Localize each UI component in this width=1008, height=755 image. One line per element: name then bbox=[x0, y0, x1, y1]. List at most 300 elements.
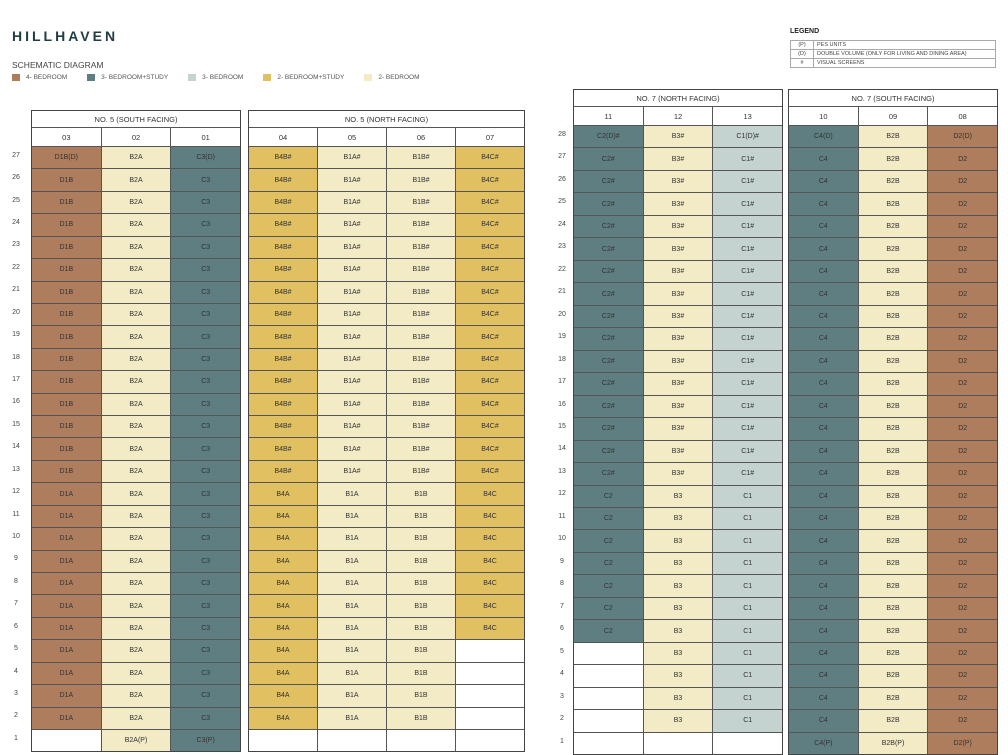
unit-cell: B2B bbox=[859, 463, 929, 484]
unit-cell: B2B bbox=[859, 553, 929, 574]
unit-cell: B1B bbox=[387, 551, 456, 572]
unit-cell: B3# bbox=[644, 328, 714, 349]
unit-cell: B1B bbox=[387, 483, 456, 504]
floor-row bbox=[574, 261, 782, 283]
unit-cell: B2A bbox=[102, 304, 172, 325]
unit-cell: C3(D) bbox=[171, 147, 240, 168]
floor-row bbox=[789, 486, 997, 508]
stack-header-row bbox=[789, 107, 997, 126]
floor-row bbox=[249, 438, 524, 460]
unit-cell: B1B# bbox=[387, 237, 456, 258]
floor-label: 23 bbox=[558, 243, 566, 251]
stack-label: 13 bbox=[743, 111, 752, 121]
unit-cell: D2 bbox=[928, 575, 997, 596]
unit-cell: B2B bbox=[859, 238, 929, 259]
unit-cell: B2A bbox=[102, 259, 172, 280]
floor-row bbox=[574, 620, 782, 642]
unit-cell: B1B# bbox=[387, 214, 456, 235]
unit-cell bbox=[32, 730, 102, 751]
floor-label: 22 bbox=[12, 263, 20, 271]
unit-cell: B4C bbox=[456, 506, 524, 527]
unit-cell: D1B bbox=[32, 237, 102, 258]
unit-cell: C2 bbox=[574, 598, 644, 619]
unit-cell: B1A# bbox=[318, 394, 387, 415]
floor-row bbox=[789, 530, 997, 552]
unit-cell: B1A bbox=[318, 685, 387, 706]
unit-cell: D1A bbox=[32, 595, 102, 616]
floor-row bbox=[32, 618, 240, 640]
unit-cell: B3# bbox=[644, 171, 714, 192]
unit-cell: B1B bbox=[387, 685, 456, 706]
floor-row bbox=[574, 351, 782, 373]
unit-cell: D2(P) bbox=[928, 733, 997, 754]
unit-cell: C3 bbox=[171, 416, 240, 437]
floor-label: 1 bbox=[14, 734, 18, 742]
unit-cell: D1B bbox=[32, 192, 102, 213]
key-label: 2- BEDROOM bbox=[378, 74, 420, 81]
unit-cell: C4 bbox=[789, 148, 859, 169]
swatch bbox=[188, 74, 196, 81]
unit-cell: B1A# bbox=[318, 147, 387, 168]
unit-cell: B4B# bbox=[249, 282, 318, 303]
floor-row bbox=[32, 259, 240, 281]
unit-cell: B2B bbox=[859, 688, 929, 709]
unit-cell: B4B# bbox=[249, 371, 318, 392]
unit-cell: B2A bbox=[102, 371, 172, 392]
floor-label: 4 bbox=[560, 670, 564, 678]
unit-cell: C3(P) bbox=[171, 730, 240, 751]
floor-row bbox=[574, 508, 782, 530]
unit-cell: B2B bbox=[859, 351, 929, 372]
unit-cell: C3 bbox=[171, 438, 240, 459]
unit-cell: D2 bbox=[928, 193, 997, 214]
unit-cell: B1B bbox=[387, 506, 456, 527]
unit-cell: B1A# bbox=[318, 371, 387, 392]
unit-cell: B3# bbox=[644, 396, 714, 417]
unit-cell: B1B# bbox=[387, 147, 456, 168]
unit-cell: B2B bbox=[859, 598, 929, 619]
legend-row bbox=[791, 50, 996, 59]
floor-row bbox=[789, 441, 997, 463]
unit-cell bbox=[456, 708, 524, 729]
unit-cell: C2# bbox=[574, 283, 644, 304]
swatch bbox=[87, 74, 95, 81]
floor-row bbox=[32, 708, 240, 730]
unit-cell: B4C# bbox=[456, 259, 524, 280]
unit-cell: B1B# bbox=[387, 304, 456, 325]
unit-cell: B4C bbox=[456, 618, 524, 639]
unit-cell: B1A# bbox=[318, 237, 387, 258]
unit-cell: C1 bbox=[713, 643, 782, 664]
unit-cell: B4B# bbox=[249, 394, 318, 415]
unit-cell bbox=[713, 733, 782, 754]
unit-cell: C2 bbox=[574, 486, 644, 507]
floor-row bbox=[789, 261, 997, 283]
unit-cell: B4C bbox=[456, 483, 524, 504]
unit-cell: C2 bbox=[574, 553, 644, 574]
floor-label: 13 bbox=[12, 465, 20, 473]
floor-row bbox=[249, 708, 524, 730]
floor-row bbox=[789, 463, 997, 485]
floor-row bbox=[32, 595, 240, 617]
unit-cell: B4A bbox=[249, 551, 318, 572]
floor-row bbox=[32, 573, 240, 595]
floor-label: 11 bbox=[558, 512, 566, 520]
unit-cell: D2 bbox=[928, 283, 997, 304]
unit-cell: D2 bbox=[928, 238, 997, 259]
key-label: 4- BEDROOM bbox=[26, 74, 68, 81]
unit-cell: B1B bbox=[387, 528, 456, 549]
floor-row bbox=[32, 663, 240, 685]
stack-label: 10 bbox=[789, 107, 859, 125]
floor-row bbox=[32, 371, 240, 393]
floor-label: 14 bbox=[12, 443, 20, 451]
unit-cell: B1A# bbox=[318, 416, 387, 437]
block-title: NO. 7 (SOUTH FACING) bbox=[789, 90, 997, 107]
unit-cell: C3 bbox=[171, 371, 240, 392]
swatch bbox=[12, 74, 20, 81]
unit-cell: C4 bbox=[789, 238, 859, 259]
floor-row bbox=[574, 148, 782, 170]
floor-row bbox=[574, 418, 782, 440]
unit-cell: C4 bbox=[789, 328, 859, 349]
unit-cell: B2A bbox=[102, 551, 172, 572]
floor-label: 12 bbox=[12, 488, 20, 496]
unit-cell: B1B# bbox=[387, 371, 456, 392]
unit-cell: C3 bbox=[171, 663, 240, 684]
unit-cell: C3 bbox=[171, 640, 240, 661]
unit-cell: C1 bbox=[713, 553, 782, 574]
floor-label: 21 bbox=[12, 286, 20, 294]
floor-row bbox=[32, 147, 240, 169]
floor-label: 25 bbox=[12, 196, 20, 204]
unit-cell: C3 bbox=[171, 708, 240, 729]
floor-label: 24 bbox=[12, 219, 20, 226]
unit-cell: D1A bbox=[32, 618, 102, 639]
unit-cell: C1 bbox=[713, 575, 782, 596]
unit-cell: B3# bbox=[644, 463, 714, 484]
unit-cell: B1A# bbox=[318, 349, 387, 370]
unit-cell: B3 bbox=[644, 688, 714, 709]
block-title: NO. 5 (SOUTH FACING) bbox=[32, 111, 240, 128]
floor-row bbox=[32, 483, 240, 505]
floor-row bbox=[574, 665, 782, 687]
floor-label: 2 bbox=[560, 715, 564, 723]
unit-cell: B2B bbox=[859, 126, 929, 147]
key-label: 3- BEDROOM bbox=[202, 74, 244, 81]
unit-cell: C4 bbox=[789, 396, 859, 417]
unit-cell: C4 bbox=[789, 553, 859, 574]
block-2 bbox=[248, 110, 525, 752]
floor-label: 19 bbox=[12, 331, 20, 339]
swatch bbox=[263, 74, 271, 81]
floor-row bbox=[249, 506, 524, 528]
unit-cell: B4C bbox=[456, 528, 524, 549]
unit-cell: D2 bbox=[928, 171, 997, 192]
floor-row bbox=[249, 282, 524, 304]
floor-row bbox=[574, 328, 782, 350]
unit-cell: D2 bbox=[928, 553, 997, 574]
floor-row bbox=[32, 326, 240, 348]
unit-cell: B2B bbox=[859, 171, 929, 192]
floor-label: 8 bbox=[14, 577, 18, 585]
unit-cell: B1B# bbox=[387, 169, 456, 190]
unit-cell: B4B# bbox=[249, 169, 318, 190]
unit-cell bbox=[574, 688, 644, 709]
unit-cell: B2B bbox=[859, 710, 929, 731]
stack-label: 12 bbox=[644, 107, 714, 125]
floor-row bbox=[789, 553, 997, 575]
unit-cell: B4C bbox=[456, 551, 524, 572]
unit-cell: B4C# bbox=[456, 416, 524, 437]
unit-cell: B1A# bbox=[318, 326, 387, 347]
unit-cell: B2B bbox=[859, 486, 929, 507]
key-2-bedroom-study bbox=[263, 74, 344, 81]
unit-cell: D1A bbox=[32, 483, 102, 504]
floor-row bbox=[32, 237, 240, 259]
floor-label: 15 bbox=[12, 420, 20, 428]
unit-cell bbox=[644, 733, 714, 754]
floor-row bbox=[789, 575, 997, 597]
unit-cell: D1A bbox=[32, 528, 102, 549]
key-4-bedroom bbox=[12, 74, 67, 81]
floor-row bbox=[249, 483, 524, 505]
unit-cell: D2(D) bbox=[928, 126, 997, 147]
floor-row bbox=[32, 730, 240, 751]
floor-row bbox=[32, 506, 240, 528]
unit-cell: C4 bbox=[789, 306, 859, 327]
unit-cell: B1A# bbox=[318, 461, 387, 482]
floor-label: 14 bbox=[558, 445, 566, 453]
unit-cell: B2A bbox=[102, 528, 172, 549]
unit-cell: B4C# bbox=[456, 349, 524, 370]
unit-cell: B2B bbox=[859, 441, 929, 462]
unit-cell: C2# bbox=[574, 373, 644, 394]
unit-cell: D2 bbox=[928, 508, 997, 529]
floor-label: 10 bbox=[558, 535, 566, 543]
unit-cell: B4B# bbox=[249, 147, 318, 168]
stack-label: 05 bbox=[318, 128, 387, 146]
unit-cell: B2A bbox=[102, 416, 172, 437]
floor-row bbox=[789, 351, 997, 373]
unit-cell: B4B# bbox=[249, 461, 318, 482]
unit-cell: C1# bbox=[713, 463, 782, 484]
unit-cell: B4C# bbox=[456, 304, 524, 325]
unit-cell: B2B bbox=[859, 193, 929, 214]
unit-cell: C1 bbox=[713, 486, 782, 507]
unit-cell: C2# bbox=[574, 441, 644, 462]
unit-cell: D1B bbox=[32, 169, 102, 190]
unit-cell: B4B# bbox=[249, 214, 318, 235]
floor-row bbox=[789, 688, 997, 710]
legend-row bbox=[791, 41, 996, 50]
unit-cell: C1# bbox=[713, 193, 782, 214]
unit-cell: C1 bbox=[713, 620, 782, 641]
unit-cell: C3 bbox=[171, 595, 240, 616]
floor-label: 18 bbox=[12, 353, 20, 361]
unit-cell: B2B bbox=[859, 530, 929, 551]
floor-row bbox=[789, 396, 997, 418]
floor-label: 7 bbox=[560, 602, 564, 610]
unit-cell: B1B# bbox=[387, 394, 456, 415]
unit-cell: B4A bbox=[249, 618, 318, 639]
floor-row bbox=[32, 461, 240, 483]
unit-cell: C1# bbox=[713, 418, 782, 439]
floor-row bbox=[249, 237, 524, 259]
floor-row bbox=[574, 193, 782, 215]
brand-logo: HILLHAVEN bbox=[12, 28, 119, 44]
unit-cell bbox=[249, 730, 318, 751]
floor-row bbox=[789, 620, 997, 642]
floor-row bbox=[789, 283, 997, 305]
floor-row bbox=[789, 193, 997, 215]
floor-label: 21 bbox=[558, 288, 566, 296]
unit-cell: C1(D)# bbox=[713, 126, 782, 147]
unit-cell: D1B bbox=[32, 416, 102, 437]
floor-row bbox=[32, 394, 240, 416]
unit-cell: C4 bbox=[789, 373, 859, 394]
floor-row bbox=[789, 710, 997, 732]
unit-cell: D1A bbox=[32, 663, 102, 684]
unit-cell: B2A bbox=[102, 708, 172, 729]
unit-cell: C1 bbox=[713, 710, 782, 731]
unit-cell: B4C# bbox=[456, 282, 524, 303]
unit-cell: B4A bbox=[249, 483, 318, 504]
unit-cell: D2 bbox=[928, 463, 997, 484]
floor-row bbox=[32, 192, 240, 214]
unit-cell: B1A bbox=[318, 573, 387, 594]
floor-row bbox=[32, 551, 240, 573]
unit-cell: C2# bbox=[574, 328, 644, 349]
floor-label: 2 bbox=[14, 712, 18, 720]
unit-cell: B4C bbox=[456, 595, 524, 616]
stack-header-row bbox=[32, 128, 240, 147]
floor-row bbox=[32, 304, 240, 326]
floor-row bbox=[32, 349, 240, 371]
unit-cell: B1A# bbox=[318, 259, 387, 280]
floor-row bbox=[789, 238, 997, 260]
floor-row bbox=[249, 349, 524, 371]
unit-cell: B4A bbox=[249, 595, 318, 616]
unit-cell: B2B bbox=[859, 373, 929, 394]
unit-cell: D2 bbox=[928, 306, 997, 327]
unit-cell: D2 bbox=[928, 418, 997, 439]
unit-cell: C3 bbox=[171, 461, 240, 482]
unit-cell: B3# bbox=[644, 306, 714, 327]
unit-cell: B4B# bbox=[249, 237, 318, 258]
unit-cell: C2(D)# bbox=[574, 126, 644, 147]
unit-cell: B2A bbox=[102, 640, 172, 661]
unit-cell bbox=[456, 663, 524, 684]
floor-label: 6 bbox=[560, 625, 564, 633]
block-4 bbox=[788, 89, 998, 755]
unit-cell: C2# bbox=[574, 418, 644, 439]
unit-cell: C4 bbox=[789, 620, 859, 641]
floor-row bbox=[249, 326, 524, 348]
unit-cell: D1B bbox=[32, 214, 102, 235]
unit-cell: C1 bbox=[713, 688, 782, 709]
unit-cell: B4B# bbox=[249, 349, 318, 370]
unit-cell: C2# bbox=[574, 261, 644, 282]
floor-row bbox=[249, 528, 524, 550]
unit-cell: B4C# bbox=[456, 326, 524, 347]
floor-label: 22 bbox=[558, 265, 566, 273]
floor-row bbox=[574, 373, 782, 395]
unit-cell: B4C# bbox=[456, 214, 524, 235]
floor-label: 16 bbox=[558, 400, 566, 408]
floor-label: 13 bbox=[558, 467, 566, 475]
unit-cell: C3 bbox=[171, 304, 240, 325]
unit-cell: C1# bbox=[713, 328, 782, 349]
floor-row bbox=[249, 371, 524, 393]
floor-label: 27 bbox=[12, 151, 20, 159]
unit-cell: C4 bbox=[789, 508, 859, 529]
legend-symbol: (D) bbox=[791, 50, 814, 59]
unit-cell: B3 bbox=[644, 575, 714, 596]
unit-cell: B2A bbox=[102, 214, 172, 235]
unit-cell: B3# bbox=[644, 193, 714, 214]
unit-cell: D2 bbox=[928, 216, 997, 237]
unit-cell: D2 bbox=[928, 373, 997, 394]
floor-row bbox=[789, 643, 997, 665]
unit-cell: C4 bbox=[789, 710, 859, 731]
unit-cell: B1B# bbox=[387, 438, 456, 459]
unit-cell: B4C bbox=[456, 573, 524, 594]
floor-label: 5 bbox=[560, 647, 564, 655]
unit-cell: B1B bbox=[387, 573, 456, 594]
floor-row bbox=[574, 530, 782, 552]
unit-cell: B2B bbox=[859, 396, 929, 417]
stack-label: 03 bbox=[32, 128, 102, 146]
unit-cell: C2# bbox=[574, 216, 644, 237]
unit-cell: D1B bbox=[32, 349, 102, 370]
unit-cell: B2A bbox=[102, 282, 172, 303]
unit-cell: B2B bbox=[859, 148, 929, 169]
stack-label: 06 bbox=[387, 128, 456, 146]
unit-cell: B3 bbox=[644, 530, 714, 551]
unit-cell: B1A# bbox=[318, 214, 387, 235]
unit-cell: C4 bbox=[789, 665, 859, 686]
unit-cell: B3 bbox=[644, 598, 714, 619]
floor-label: 24 bbox=[558, 220, 566, 228]
floor-label: 25 bbox=[558, 198, 566, 206]
floor-label: 27 bbox=[558, 153, 566, 161]
unit-cell: B4A bbox=[249, 506, 318, 527]
unit-cell bbox=[574, 643, 644, 664]
unit-cell: B2A bbox=[102, 349, 172, 370]
unit-cell: B1A# bbox=[318, 438, 387, 459]
unit-cell: B3 bbox=[644, 553, 714, 574]
unit-cell: B4C# bbox=[456, 394, 524, 415]
unit-cell: D1A bbox=[32, 573, 102, 594]
floor-row bbox=[789, 418, 997, 440]
unit-cell: C1# bbox=[713, 441, 782, 462]
floor-row bbox=[574, 733, 782, 754]
unit-cell: B3# bbox=[644, 418, 714, 439]
unit-cell: B1B# bbox=[387, 282, 456, 303]
unit-cell: B4A bbox=[249, 663, 318, 684]
unit-cell: B1A bbox=[318, 595, 387, 616]
floor-label: 15 bbox=[558, 422, 566, 430]
unit-cell: B4B# bbox=[249, 416, 318, 437]
unit-cell: B2A bbox=[102, 438, 172, 459]
unit-cell: B1B# bbox=[387, 461, 456, 482]
floor-row bbox=[789, 328, 997, 350]
floor-row bbox=[789, 306, 997, 328]
floor-label: 4 bbox=[14, 667, 18, 675]
unit-cell: C1 bbox=[713, 530, 782, 551]
floor-row bbox=[574, 710, 782, 732]
